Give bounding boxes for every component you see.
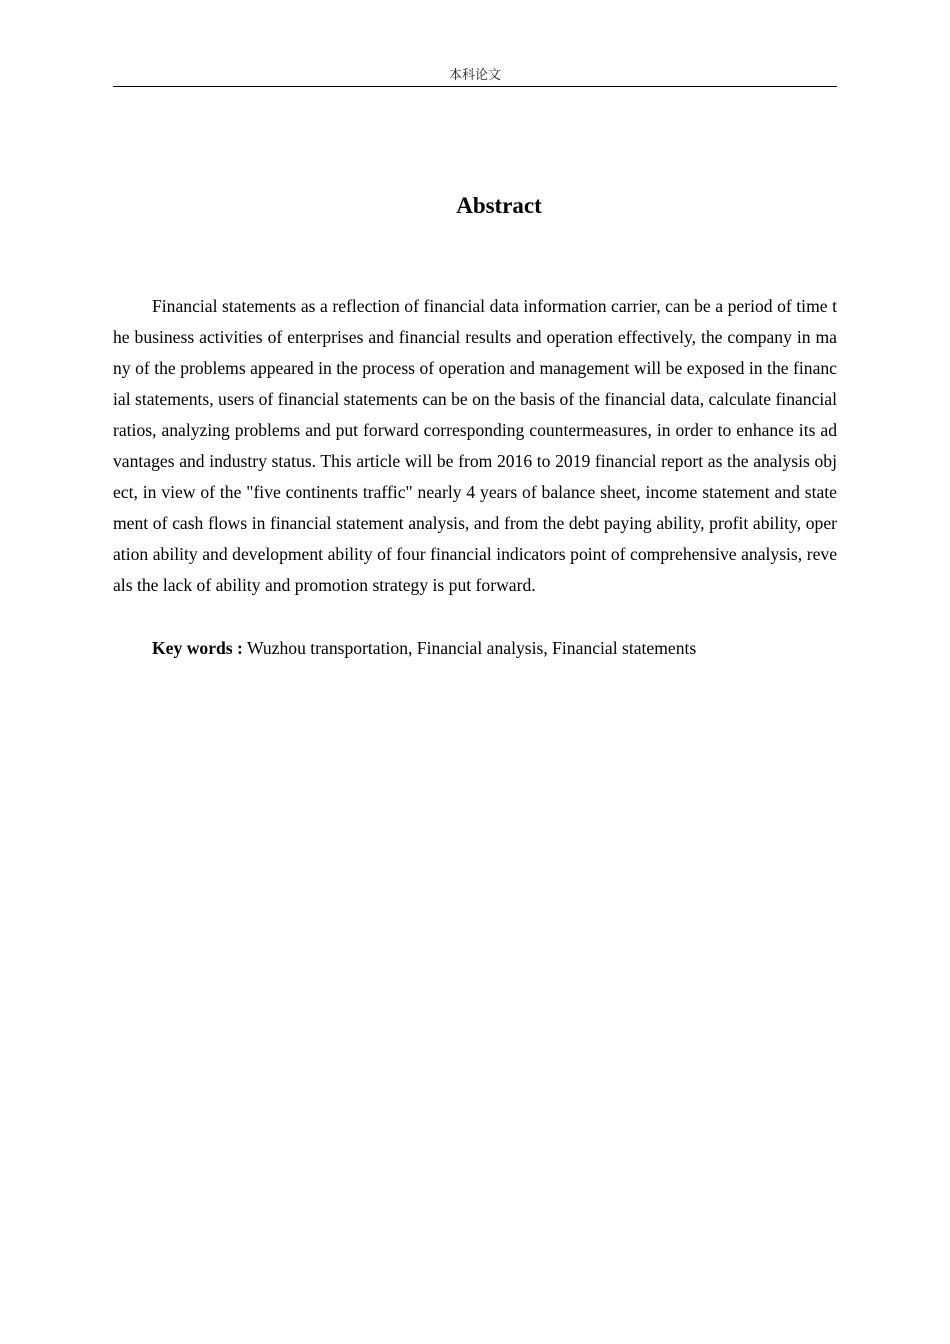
abstract-body: Financial statements as a reflection of financial data information carrier, can be a period of time the business activities of enterprises and financial results and operation effectively, the company in many of the problems appeared in the process of operation and management will be exposed in the financial statements, users of financial statements can be on the basis of the financial data, calculate financial ratios, analyzing problems and put forward corresponding countermeasures, in order to enhance its advantages and industry status. This article will be from 2016 to 2019 financial report as the analysis object, in view of the "five continents traffic" nearly 4 years of balance sheet, income statement and statement of cash flows in financial statement analysis, and from the debt paying ability, profit ability, operation ability and development ability of four financial indicators point of comprehensive analysis, reveals the lack of ability and promotion strategy is put forward. [113, 296, 837, 595]
running-header: 本科论文 [448, 68, 501, 83]
keywords-value: Wuzhou transportation, Financial analysis, Financial statements [242, 638, 697, 658]
header-rule [113, 86, 837, 87]
keywords-label: Key words : [152, 638, 243, 658]
abstract-title: Abstract [456, 193, 542, 218]
keywords-line [113, 633, 837, 664]
